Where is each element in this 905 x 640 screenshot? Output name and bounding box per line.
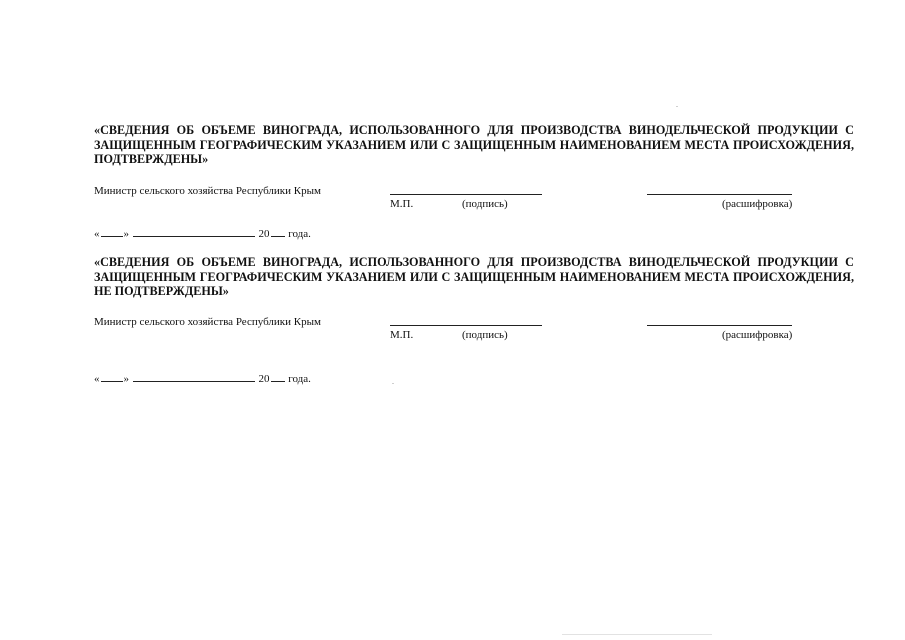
section-2-day-blank	[101, 380, 123, 382]
section-1-month-blank	[133, 235, 255, 237]
section-2-date-open: «	[94, 373, 100, 385]
section-2-signature-line	[390, 325, 542, 326]
section-1-date-close: »	[123, 228, 129, 240]
section-2-stamp-label: М.П.	[390, 329, 414, 341]
section-2-decoding-line	[647, 325, 792, 326]
section-2-signature-label: (подпись)	[462, 329, 508, 341]
section-2-year-blank	[271, 380, 285, 382]
scan-speck	[676, 106, 678, 107]
section-2-heading: «СВЕДЕНИЯ ОБ ОБЪЕМЕ ВИНОГРАДА, ИСПОЛЬЗОВАННОГО ДЛЯ ПРОИЗВОДСТВА ВИНОДЕЛЬЧЕСКОЙ ПРОДУКЦИИ С ЗАЩИЩЕННЫМ ГЕОГРАФИЧЕСКИМ УКАЗАНИЕМ ИЛИ С ЗАЩИЩЕННЫМ НАИМЕНОВАНИЕМ МЕСТА ПРОИСХОЖДЕНИЯ, НЕ ПОДТВЕРЖДЕНЫ»	[94, 255, 854, 299]
section-1-signatory: Министр сельского хозяйства Республики Крым	[94, 185, 321, 197]
section-1-signature-label: (подпись)	[462, 198, 508, 210]
section-2-decoding-label: (расшифровка)	[722, 329, 793, 341]
section-2-date-line	[94, 373, 311, 386]
section-2-year-prefix: 20	[258, 373, 270, 385]
section-2-date-close: »	[123, 373, 129, 385]
section-1-year-suffix: года.	[288, 228, 311, 240]
section-2-month-blank	[133, 380, 255, 382]
section-1-date-line	[94, 228, 311, 241]
section-1-signature-line	[390, 194, 542, 195]
section-1-year-prefix: 20	[258, 228, 270, 240]
section-2-signatory: Министр сельского хозяйства Республики Крым	[94, 316, 321, 328]
section-1-decoding-label: (расшифровка)	[722, 198, 793, 210]
section-1-decoding-line	[647, 194, 792, 195]
section-1-year-blank	[271, 235, 285, 237]
scan-speck	[562, 634, 712, 635]
section-1-day-blank	[101, 235, 123, 237]
section-1-stamp-label: М.П.	[390, 198, 414, 210]
section-2-year-suffix: года.	[288, 373, 311, 385]
section-1-date-open: «	[94, 228, 100, 240]
scan-speck	[392, 383, 394, 384]
section-1-heading: «СВЕДЕНИЯ ОБ ОБЪЕМЕ ВИНОГРАДА, ИСПОЛЬЗОВАННОГО ДЛЯ ПРОИЗВОДСТВА ВИНОДЕЛЬЧЕСКОЙ ПРОДУКЦИИ С ЗАЩИЩЕННЫМ ГЕОГРАФИЧЕСКИМ УКАЗАНИЕМ ИЛИ С ЗАЩИЩЕННЫМ НАИМЕНОВАНИЕМ МЕСТА ПРОИСХОЖДЕНИЯ, ПОДТВЕРЖДЕНЫ»	[94, 123, 854, 167]
